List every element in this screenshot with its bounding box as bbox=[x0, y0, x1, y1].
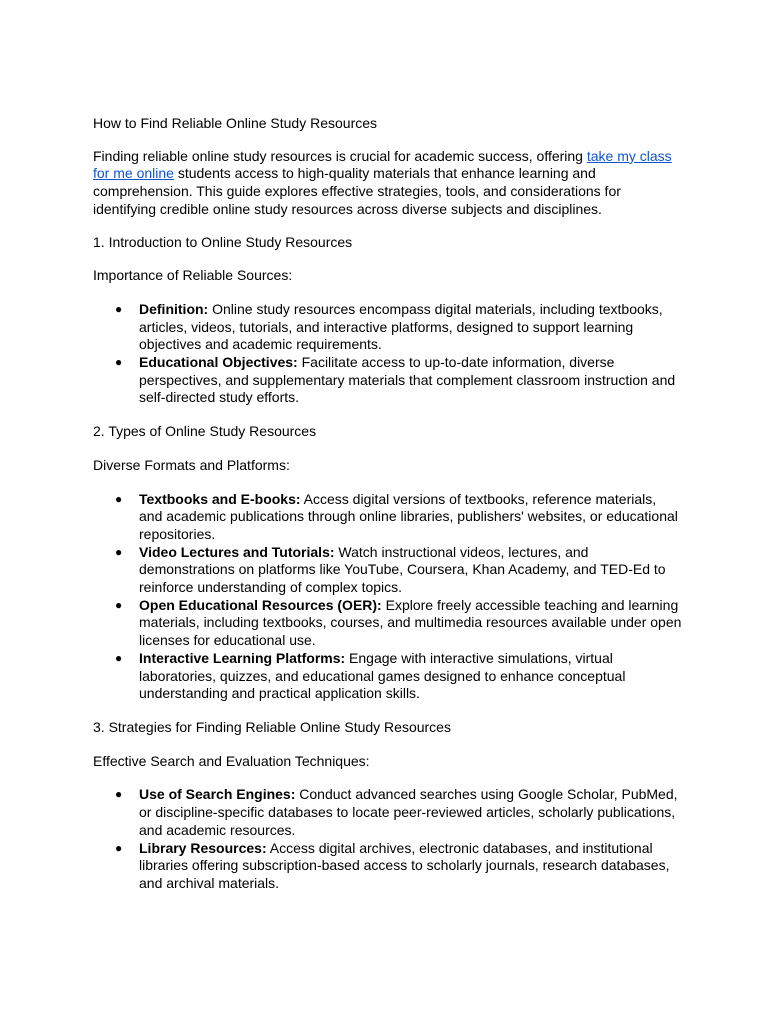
bullet-icon: ● bbox=[115, 787, 123, 802]
list-item bbox=[93, 597, 683, 650]
intro-link[interactable]: take my class for me online bbox=[93, 147, 672, 182]
bullet-text: Engage with interactive simulations, virtual laboratories, quizzes, and educational games designed to enhance conceptual understanding and practical application skills. bbox=[139, 649, 626, 702]
section-subheading: Importance of Reliable Sources: bbox=[93, 267, 293, 284]
bullet-term: Educational Objectives: bbox=[139, 354, 298, 371]
document-title: How to Find Reliable Online Study Resources bbox=[93, 115, 378, 131]
bullet-text: Conduct advanced searches using Google Scholar, PubMed, or discipline-specific databases to locate peer-reviewed articles, scholarly publications, and academic resources. bbox=[139, 786, 678, 838]
intro-text-after: students access to high-quality materials that enhance learning and comprehension. This guide explores effective strategies, tools, and considerations for identifying credible online study resources across diverse subjects and disciplines. bbox=[93, 165, 621, 217]
bullet-icon: ● bbox=[115, 840, 123, 855]
bullet-icon: ● bbox=[115, 544, 123, 559]
bullet-icon: ● bbox=[115, 597, 123, 612]
bullet-term: Video Lectures and Tutorials: bbox=[139, 543, 335, 560]
bullet-term: Use of Search Engines: bbox=[139, 786, 296, 803]
list-item bbox=[93, 650, 683, 703]
bullet-text: Access digital archives, electronic databases, and institutional libraries offering subscription-based access to scholarly journals, research databases, and archival materials. bbox=[139, 839, 670, 891]
list-item bbox=[93, 491, 683, 544]
list-item bbox=[93, 301, 683, 354]
document-page bbox=[93, 115, 683, 909]
bullet-icon: ● bbox=[115, 491, 123, 506]
bullet-icon: ● bbox=[115, 301, 123, 316]
bullet-term: Definition: bbox=[139, 300, 209, 317]
section-heading: 2. Types of Online Study Resources bbox=[93, 423, 317, 440]
section-heading: 3. Strategies for Finding Reliable Online Study Resources bbox=[93, 718, 451, 735]
bullet-text: Facilitate access to up-to-date information, diverse perspectives, and supplementary materials that complement classroom instruction and self-directed study efforts. bbox=[139, 354, 676, 406]
intro-text-before: Finding reliable online study resources is crucial for academic success, offering bbox=[93, 147, 587, 164]
intro-paragraph bbox=[93, 148, 683, 219]
bullet-list bbox=[93, 491, 683, 703]
bullet-term: Interactive Learning Platforms: bbox=[139, 649, 346, 666]
list-item bbox=[93, 544, 683, 597]
list-item bbox=[93, 840, 683, 893]
bullet-list bbox=[93, 786, 683, 892]
bullet-text: Watch instructional videos, lectures, and demonstrations on platforms like YouTube, Coursera, Khan Academy, and TED-Ed to reinforce understanding of complex topics. bbox=[139, 543, 666, 596]
bullet-icon: ● bbox=[115, 650, 123, 665]
list-item bbox=[93, 786, 683, 839]
bullet-term: Open Educational Resources (OER): bbox=[139, 596, 382, 613]
bullet-text: Explore freely accessible teaching and learning materials, including textbooks, courses, and multimedia resources available under open licenses for educational use. bbox=[139, 596, 682, 649]
list-item bbox=[93, 354, 683, 407]
bullet-list bbox=[93, 301, 683, 407]
section-heading: 1. Introduction to Online Study Resources bbox=[93, 233, 353, 250]
section-subheading: Diverse Formats and Platforms: bbox=[93, 456, 290, 473]
bullet-term: Library Resources: bbox=[139, 839, 267, 856]
bullet-text: Online study resources encompass digital materials, including textbooks, articles, videos, tutorials, and interactive platforms, designed to support learning objectives and academic requirements. bbox=[139, 300, 663, 353]
bullet-term: Textbooks and E-books: bbox=[139, 490, 301, 507]
section-subheading: Effective Search and Evaluation Techniques: bbox=[93, 752, 370, 769]
bullet-icon: ● bbox=[115, 355, 123, 370]
bullet-text: Access digital versions of textbooks, reference materials, and academic publications through online libraries, publishers' websites, or educational repositories. bbox=[139, 490, 678, 542]
